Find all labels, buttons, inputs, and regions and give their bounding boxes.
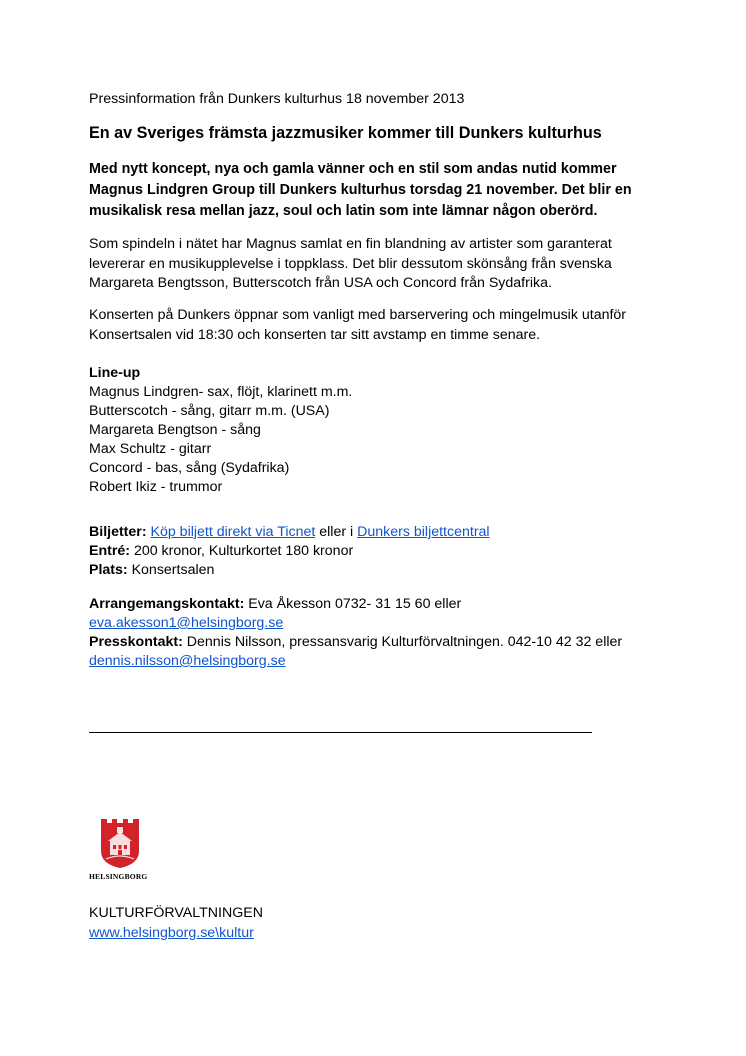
dateline: Pressinformation från Dunkers kulturhus 18 november 2013 (89, 91, 465, 107)
press-contact-value: Dennis Nilsson, pressansvarig Kulturförvaltningen. 042-10 42 32 eller (182, 634, 623, 650)
press-contact-email-link[interactable]: dennis.nilsson@helsingborg.se (89, 653, 286, 669)
entry-label: Entré: (89, 543, 130, 559)
lineup-item: Magnus Lindgren- sax, flöjt, klarinett m.m. (89, 384, 353, 400)
arrangement-contact-email-link[interactable]: eva.akesson1@helsingborg.se (89, 615, 284, 631)
lineup-item: Margareta Bengtson - sång (89, 422, 261, 438)
venue-line (89, 561, 490, 580)
venue-value: Konsertsalen (127, 562, 215, 578)
event-info (89, 523, 490, 580)
contacts-section (89, 595, 622, 671)
ticnet-link[interactable]: Köp biljett direkt via Ticnet (150, 524, 316, 540)
lineup-item: Max Schultz - gitarr (89, 441, 212, 457)
tickets-middle-text: eller i (315, 524, 358, 540)
lineup-section (89, 364, 352, 497)
entry-line (89, 542, 490, 561)
press-contact-line (89, 633, 622, 652)
department-block (89, 903, 263, 943)
press-contact-label: Presskontakt: (89, 634, 183, 650)
lineup-item: Robert Ikiz - trummor (89, 479, 223, 495)
website-link[interactable]: www.helsingborg.se\kultur (89, 925, 254, 941)
ticket-office-link[interactable]: Dunkers biljettcentral (357, 524, 490, 540)
tickets-label: Biljetter: (89, 524, 147, 540)
venue-label: Plats: (89, 562, 128, 578)
tickets-line (89, 523, 490, 542)
helsingborg-crest-icon (100, 817, 140, 869)
arrangement-contact-value: Eva Åkesson 0732- 31 15 60 eller (244, 596, 462, 612)
lead-paragraph: Med nytt koncept, nya och gamla vänner och en stil som andas nutid kommer Magnus Lindgren Group till Dunkers kulturhus torsdag 21 november. Det blir en musikalisk resa mellan jazz, soul och latin som inte lämnar någon oberörd. (89, 161, 632, 219)
arrangement-contact-line (89, 595, 622, 614)
lineup-item: Concord - bas, sång (Sydafrika) (89, 460, 290, 476)
headline: En av Sveriges främsta jazzmusiker kommer till Dunkers kulturhus (89, 124, 602, 142)
lineup-item: Butterscotch - sång, gitarr m.m. (USA) (89, 403, 330, 419)
helsingborg-logo (89, 817, 153, 881)
lineup-title: Line-up (89, 365, 141, 381)
arrangement-contact-label: Arrangemangskontakt: (89, 596, 245, 612)
divider-line (89, 732, 592, 733)
body-paragraph-2: Konserten på Dunkers öppnar som vanligt med barservering och mingelmusik utanför Konsertsalen vid 18:30 och konserten tar sitt avstamp en timme senare. (89, 307, 627, 343)
entry-value: 200 kronor, Kulturkortet 180 kronor (130, 543, 354, 559)
logo-text: HELSINGBORG (89, 872, 148, 881)
department-name: KULTURFÖRVALTNINGEN (89, 905, 263, 921)
body-paragraph-1: Som spindeln i nätet har Magnus samlat en fin blandning av artister som garanterat levererar en musikupplevelse i toppklass. Det blir dessutom skönsång från svenska Margareta Bengtsson, Butterscotch från USA och Concord från Sydafrika. (89, 236, 612, 291)
